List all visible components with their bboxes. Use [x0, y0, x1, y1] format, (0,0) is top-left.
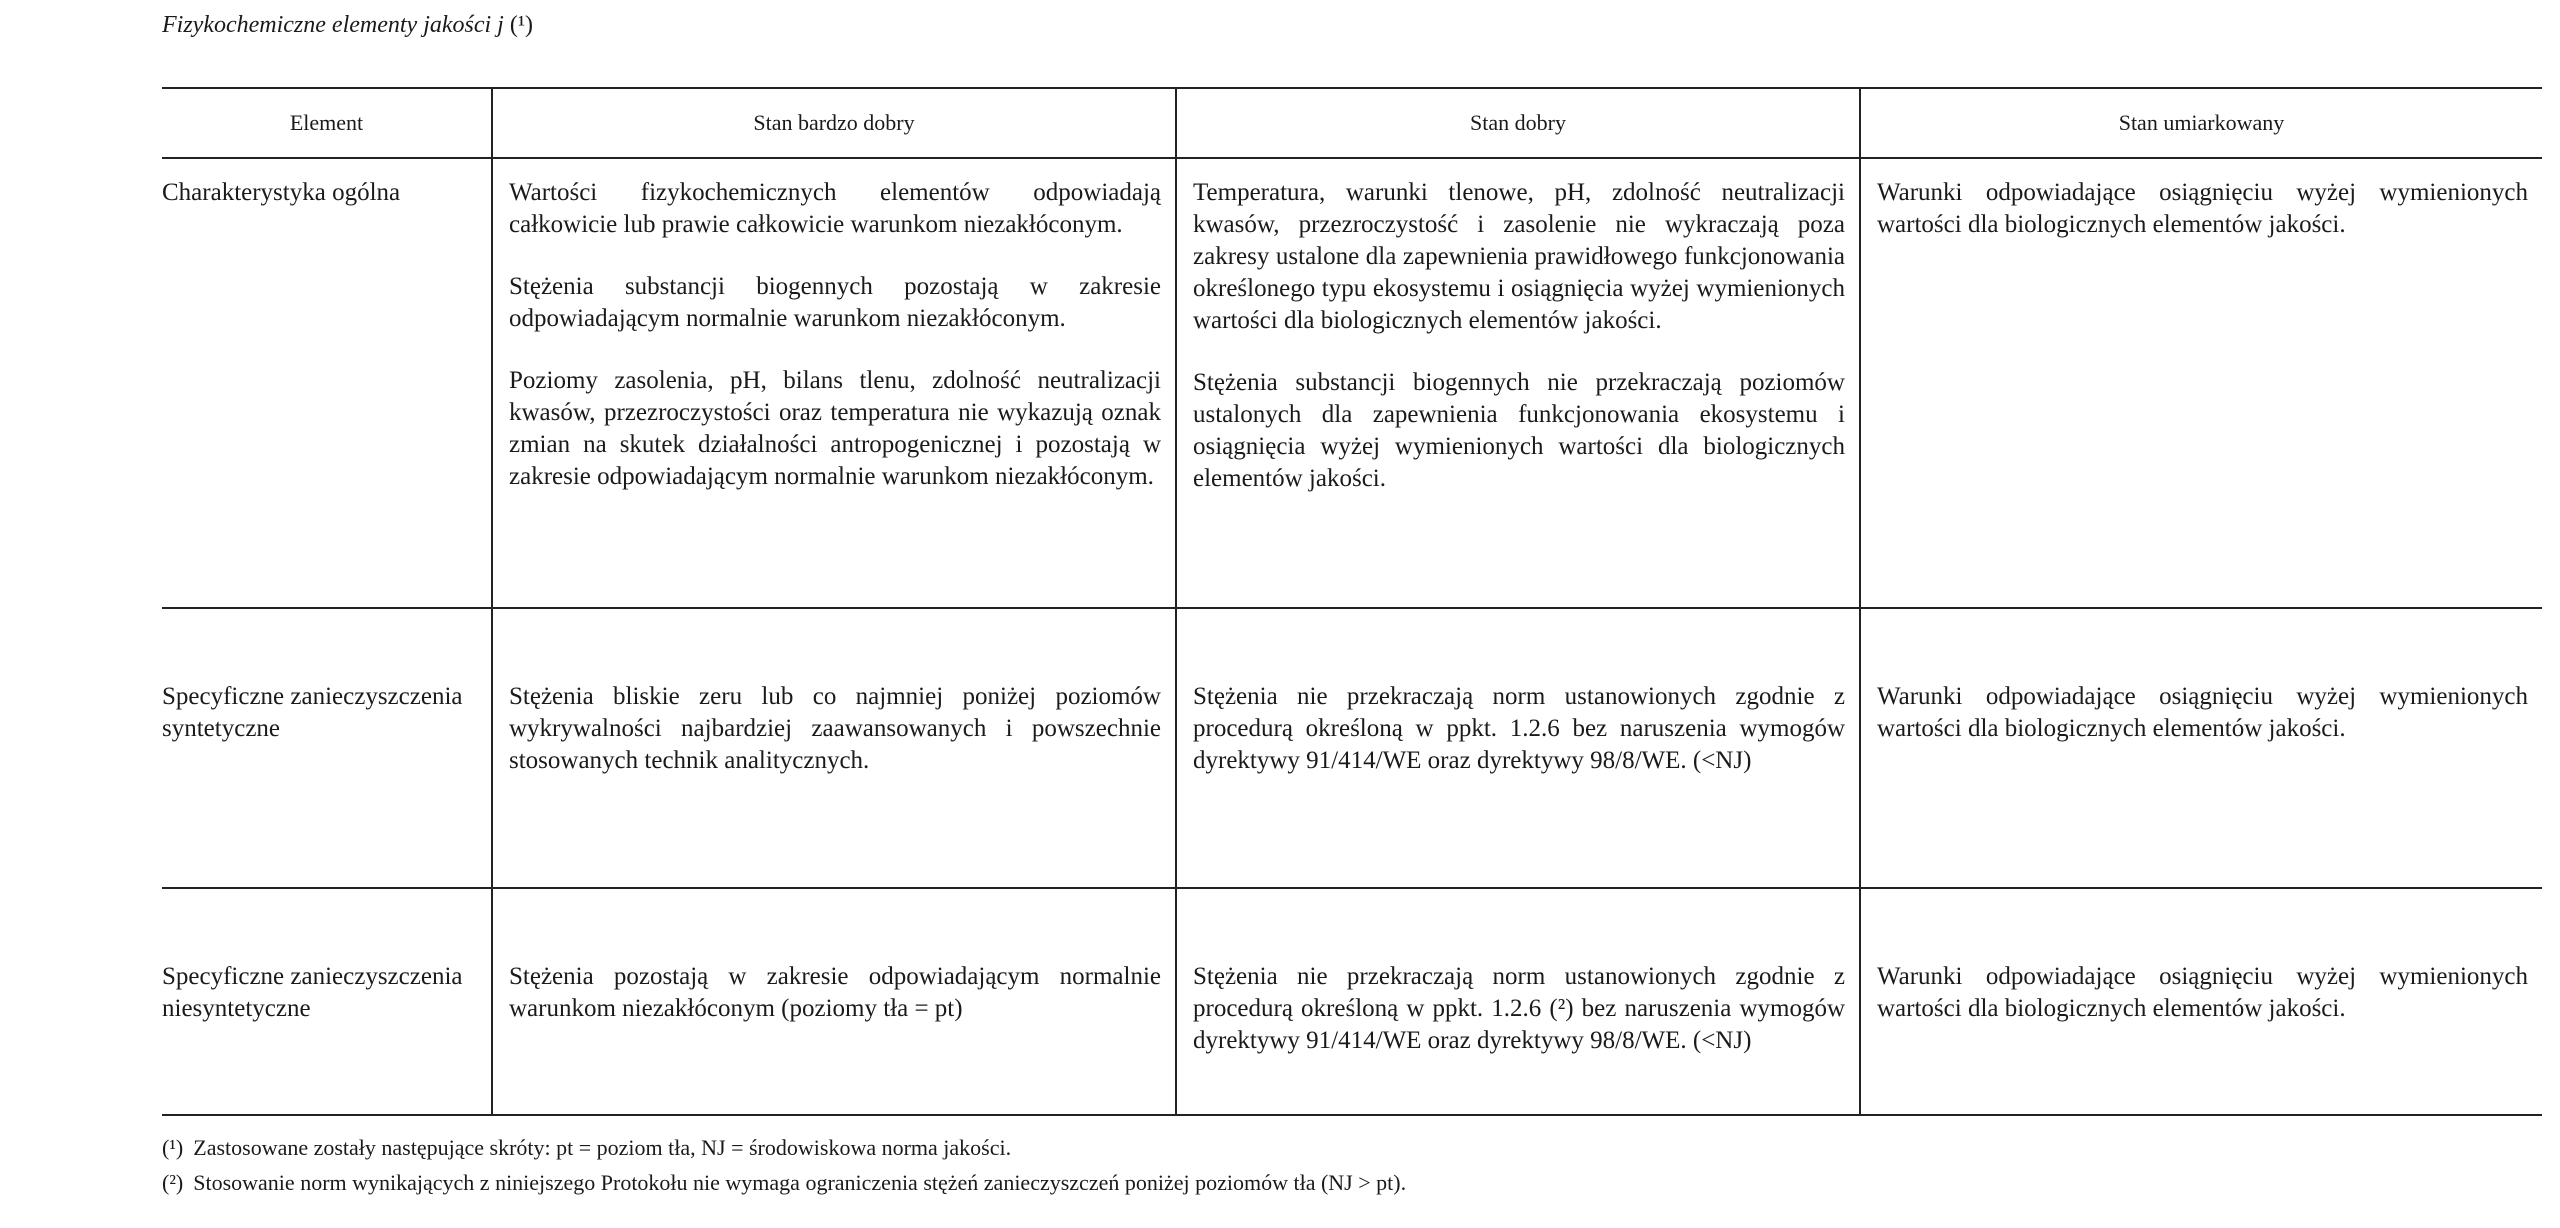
footnote-marker: (¹): [162, 1135, 184, 1160]
footnote-marker: (²): [162, 1170, 184, 1195]
table-row: [162, 608, 2542, 888]
footnote-1: [162, 1130, 2542, 1165]
table-body: [162, 158, 2542, 1115]
cell-moderate-general: Warunki odpowiadające osiągnięciu wyżej wymienionych wartości dla biologicznych elementów jakości.: [1860, 158, 2542, 608]
header-element: Element: [162, 88, 492, 158]
footnote-text: Zastosowane zostały następujące skróty: pt = poziom tła, NJ = środowiskowa norma jakości.: [193, 1135, 1012, 1160]
row-element-non-synthetic-pollutants: Specyficzne zanieczyszczenia niesyntetyczne: [162, 888, 492, 1115]
cell-paragraph: Temperatura, warunki tlenowe, pH, zdolność neutralizacji kwasów, przezroczystość i zasolenie nie wykraczają poza zakresy ustalone dla zapewnienia prawidłowego funkcjonowania określonego typu ekosystemu i osiągnięcia wyżej wymienionych wartości dla biologicznych elementów jakości.: [1193, 179, 1845, 334]
header-moderate-status: Stan umiarkowany: [1860, 88, 2542, 158]
cell-paragraph: Wartości fizykochemicznych elementów odpowiadają całkowicie lub prawie całkowicie warunkom niezakłóconym.: [509, 179, 1161, 238]
table-title: [162, 10, 533, 40]
cell-very-good-synthetic: Stężenia bliskie zeru lub co najmniej poniżej poziomów wykrywalności najbardziej zaawansowanych i powszechnie stosowanych technik analitycznych.: [492, 608, 1176, 888]
cell-paragraph: Poziomy zasolenia, pH, bilans tlenu, zdolność neutralizacji kwasów, przezroczystości oraz temperatura nie wykazują oznak zmian na skutek działalności antropogenicznej i pozostają w zakresie odpowiadającym normalnie warunkom niezakłóconym.: [509, 367, 1161, 490]
header-good-status: Stan dobry: [1176, 88, 1860, 158]
table-row: [162, 158, 2542, 608]
footnotes: [162, 1130, 2542, 1200]
cell-very-good-general: [492, 158, 1176, 608]
footnote-text: Stosowanie norm wynikających z niniejszego Protokołu nie wymaga ograniczenia stężeń zanieczyszczeń poniżej poziomów tła (NJ > pt).: [193, 1170, 1407, 1195]
cell-moderate-non-synthetic: Warunki odpowiadające osiągnięciu wyżej wymienionych wartości dla biologicznych elementów jakości.: [1860, 888, 2542, 1115]
cell-moderate-synthetic: Warunki odpowiadające osiągnięciu wyżej wymienionych wartości dla biologicznych elementów jakości.: [1860, 608, 2542, 888]
table-title-footnote-ref: (¹): [509, 12, 534, 38]
document-page: [162, 0, 2542, 1228]
cell-text-part: Stężenia nie przekraczają norm ustanowionych zgodnie z procedurą określoną w ppkt. 1.2.6: [1193, 963, 1845, 1022]
cell-very-good-non-synthetic: Stężenia pozostają w zakresie odpowiadającym normalnie warunkom niezakłóconym (poziomy tła = pt): [492, 888, 1176, 1115]
cell-text-part: bez naruszenia wymogów dyrektywy 91/414/WE oraz dyrektywy 98/8/WE. (<NJ): [1193, 995, 1846, 1054]
table-header: [162, 88, 2542, 158]
footnote-2: [162, 1165, 2542, 1200]
cell-good-non-synthetic: [1176, 888, 1860, 1115]
cell-paragraph: Stężenia substancji biogennych nie przekraczają poziomów ustalonych dla zapewnienia funkcjonowania ekosystemu i osiągnięcia wyżej wymienionych wartości dla biologicznych elementów jakości.: [1193, 369, 1845, 492]
cell-good-synthetic: Stężenia nie przekraczają norm ustanowionych zgodnie z procedurą określoną w ppkt. 1.2.6 bez naruszenia wymogów dyrektywy 91/414/WE oraz dyrektywy 98/8/WE. (<NJ): [1176, 608, 1860, 888]
row-element-general: Charakterystyka ogólna: [162, 158, 492, 608]
cell-paragraph: Stężenia substancji biogennych pozostają w zakresie odpowiadającym normalnie warunkom niezakłóconym.: [509, 273, 1161, 332]
footnote-ref: (²): [1549, 995, 1574, 1022]
table-header-row: [162, 88, 2542, 158]
quality-elements-table: [162, 87, 2542, 1116]
row-element-synthetic-pollutants: Specyficzne zanieczyszczenia syntetyczne: [162, 608, 492, 888]
cell-good-general: [1176, 158, 1860, 608]
table-title-text: Fizykochemiczne elementy jakości j: [162, 12, 504, 38]
table-row: [162, 888, 2542, 1115]
header-very-good-status: Stan bardzo dobry: [492, 88, 1176, 158]
